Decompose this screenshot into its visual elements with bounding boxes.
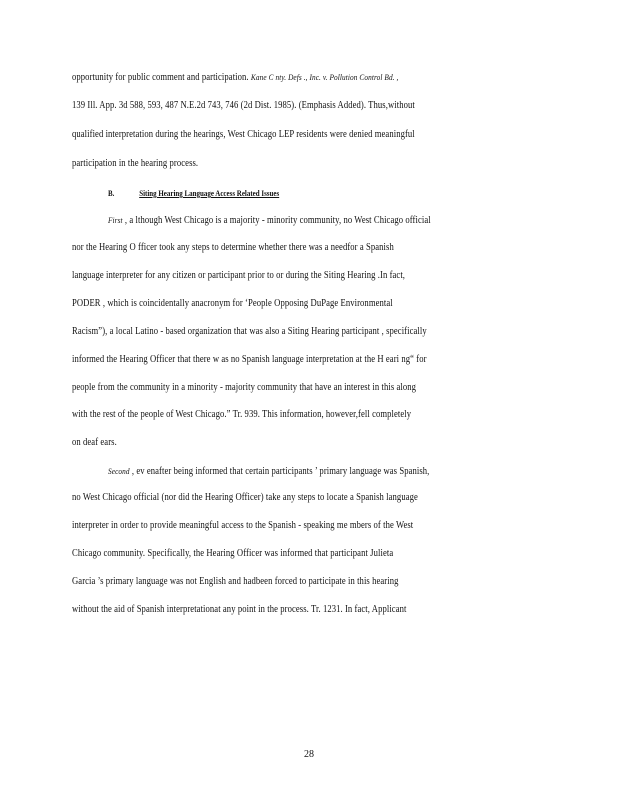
paragraph-2-line-5: Racism”), a local Latino - based organization that was also a Siting Hearing participant , specifically [72, 326, 427, 337]
paragraph-2-line-1-text: , a lthough West Chicago is a majority - minority community, no West Chicago official [122, 215, 431, 226]
paragraph-2-line-6: informed the Hearing Officer that there w as no Spanish language interpretation at the H eari ng“ for [72, 354, 427, 365]
paragraph-2-line-7: people from the community in a minority - majority community that have an interest in this along [72, 382, 417, 393]
paragraph-3-line-2: no West Chicago official (nor did the Hearing Officer) take any steps to locate a Spanish language [72, 492, 418, 503]
paragraph-1-line-1 [72, 70, 476, 85]
paragraph-3-line-1-text: , ev enafter being informed that certain participants ’ primary language was Spanish, [129, 466, 430, 477]
section-heading-number: B. [108, 188, 115, 198]
paragraph-1-line-2: 139 Ill. App. 3d 588, 593, 487 N.E.2d 743, 746 (2d Dist. 1985). (Emphasis Added). Thus,without [72, 100, 415, 111]
paragraph-1-line-4: participation in the hearing process. [72, 158, 199, 169]
paragraph-2-line-9: on deaf ears. [72, 437, 117, 448]
paragraph-3-line-1 [108, 464, 541, 479]
paragraph-3-line-4: Chicago community. Specifically, the Hearing Officer was informed that participant Julieta [72, 548, 394, 559]
paragraph-3-lead-word: Second [108, 466, 130, 476]
paragraph-1-line-3: qualified interpretation during the hearings, West Chicago LEP residents were denied meaningful [72, 129, 415, 140]
paragraph-2-line-8: with the rest of the people of West Chicago.” Tr. 939. This information, however,fell completely [72, 409, 412, 420]
page-number: 28 [304, 749, 314, 760]
section-heading [108, 187, 279, 199]
section-heading-title: Siting Hearing Language Access Related Issues [139, 188, 280, 198]
paragraph-3-line-5: Garcia ’s primary language was not English and hadbeen forced to participate in this hearing [72, 576, 399, 587]
paragraph-2-line-4: PODER , which is coincidentally anacronym for ‘People Opposing DuPage Environmental [72, 298, 393, 309]
paragraph-2-line-3: language interpreter for any citizen or participant prior to or during the Siting Hearing .In fact, [72, 270, 406, 281]
paragraph-3-line-6: without the aid of Spanish interpretationat any point in the process. Tr. 1231. In fact, Applicant [72, 604, 407, 615]
case-citation: Kane C nty. Defs ., Inc. v. Pollution Control Bd. , [250, 72, 399, 82]
paragraph-1-line-1-text: opportunity for public comment and participation. [72, 72, 251, 83]
paragraph-2-line-1 [108, 213, 541, 228]
paragraph-2-line-2: nor the Hearing O fficer took any steps to determine whether there was a needfor a Spanish [72, 242, 394, 253]
paragraph-3-line-3: interpreter in order to provide meaningful access to the Spanish - speaking me mbers of the West [72, 520, 414, 531]
paragraph-2-lead-word: First [108, 215, 123, 225]
